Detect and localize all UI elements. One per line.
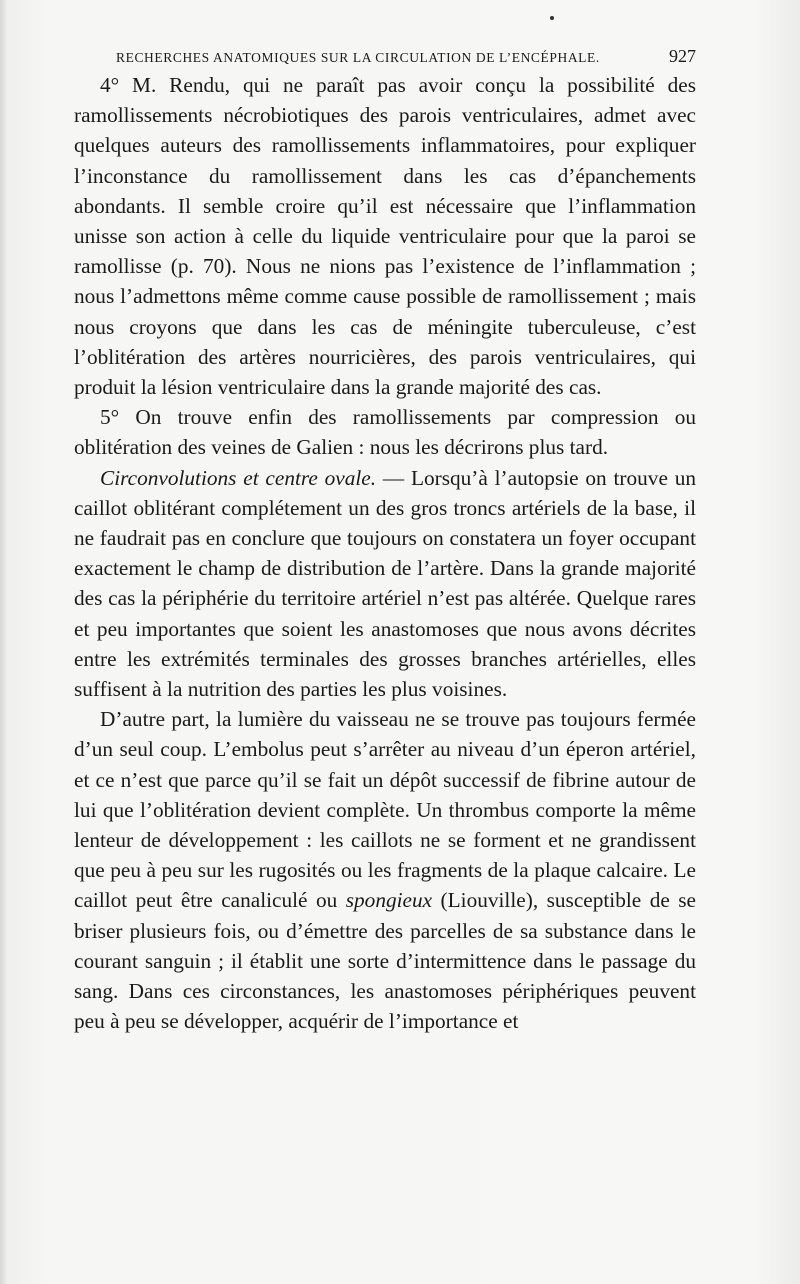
section-lead: Circonvolutions et centre ovale.	[100, 465, 377, 490]
paragraph-circonvolutions-text: — Lorsqu’à l’autopsie on trouve un caillot oblitérant complétement un des gros troncs artériels de la base, il ne faudrait pas en conclure que toujours on constatera un foyer occupant exactement le champ de distribution de l’artère. Dans la grande majorité des cas la périphérie du territoire artériel n’est pas altérée. Quelque rares et peu importantes que soient les anastomoses que nous avons décrites entre les extrémités terminales des grosses branches artérielles, elles suffisent à la nutrition des parties les plus voisines.	[74, 465, 696, 702]
paragraph-circonvolutions	[74, 463, 696, 705]
page-gutter	[0, 0, 8, 1284]
paragraph-5: 5° On trouve enfin des ramollissements par compression ou oblitération des veines de Galien : nous les décrirons plus tard.	[74, 405, 696, 460]
paragraph-4: 4° M. Rendu, qui ne paraît pas avoir conçu la possibilité des ramollissements nécrobiotiques des parois ventriculaires, admet avec quelques auteurs des ramollissements inflammatoires, pour expliquer l’inconstance du ramollissement dans les cas d’épanchements abondants. Il semble croire qu’il est nécessaire que l’inflammation unisse son action à celle du liquide ventriculaire pour que la paroi se ramollisse (p. 70). Nous ne nions pas l’existence de l’inflammation ; nous l’admettons même comme cause possible de ramollissement ; mais nous croyons que dans les cas de méningite tuberculeuse, c’est l’oblitération des artères nourricières, des parois ventriculaires, qui produit la lésion ventriculaire dans la grande majorité des cas.	[74, 73, 696, 400]
italic-term: spongieux	[345, 888, 433, 913]
print-speck	[550, 16, 554, 20]
paragraph-autre-part	[74, 704, 696, 1036]
body-text	[74, 70, 696, 1037]
paragraph-autre-part-text-b: (Liouville), susceptible de se briser plusieurs fois, ou d’émettre des parcelles de sa substance dans le courant sanguin ; il établit une sorte d’intermittence dans le passage du sang. Dans ces circonstances, les anastomoses périphériques peuvent peu à peu se développer, acquérir de l’importance et	[74, 888, 697, 1034]
running-header	[116, 46, 696, 67]
paragraph-autre-part-text-a: D’autre part, la lumière du vaisseau ne se trouve pas toujours fermée d’un seul coup. L’embolus peut s’arrêter au niveau d’un éperon artériel, et ce n’est que parce qu’il se fait un dépôt successif de fibrine autour de lui que l’oblitération devient complète. Un thrombus comporte la même lenteur de développement : les caillots ne se forment et ne grandissent que peu à peu sur les rugosités ou les fragments de la plaque calcaire. Le caillot peut être canaliculé ou	[74, 707, 696, 913]
running-title: RECHERCHES ANATOMIQUES SUR LA CIRCULATION DE L’ENCÉPHALE.	[116, 50, 600, 65]
page-number: 927	[669, 46, 696, 66]
